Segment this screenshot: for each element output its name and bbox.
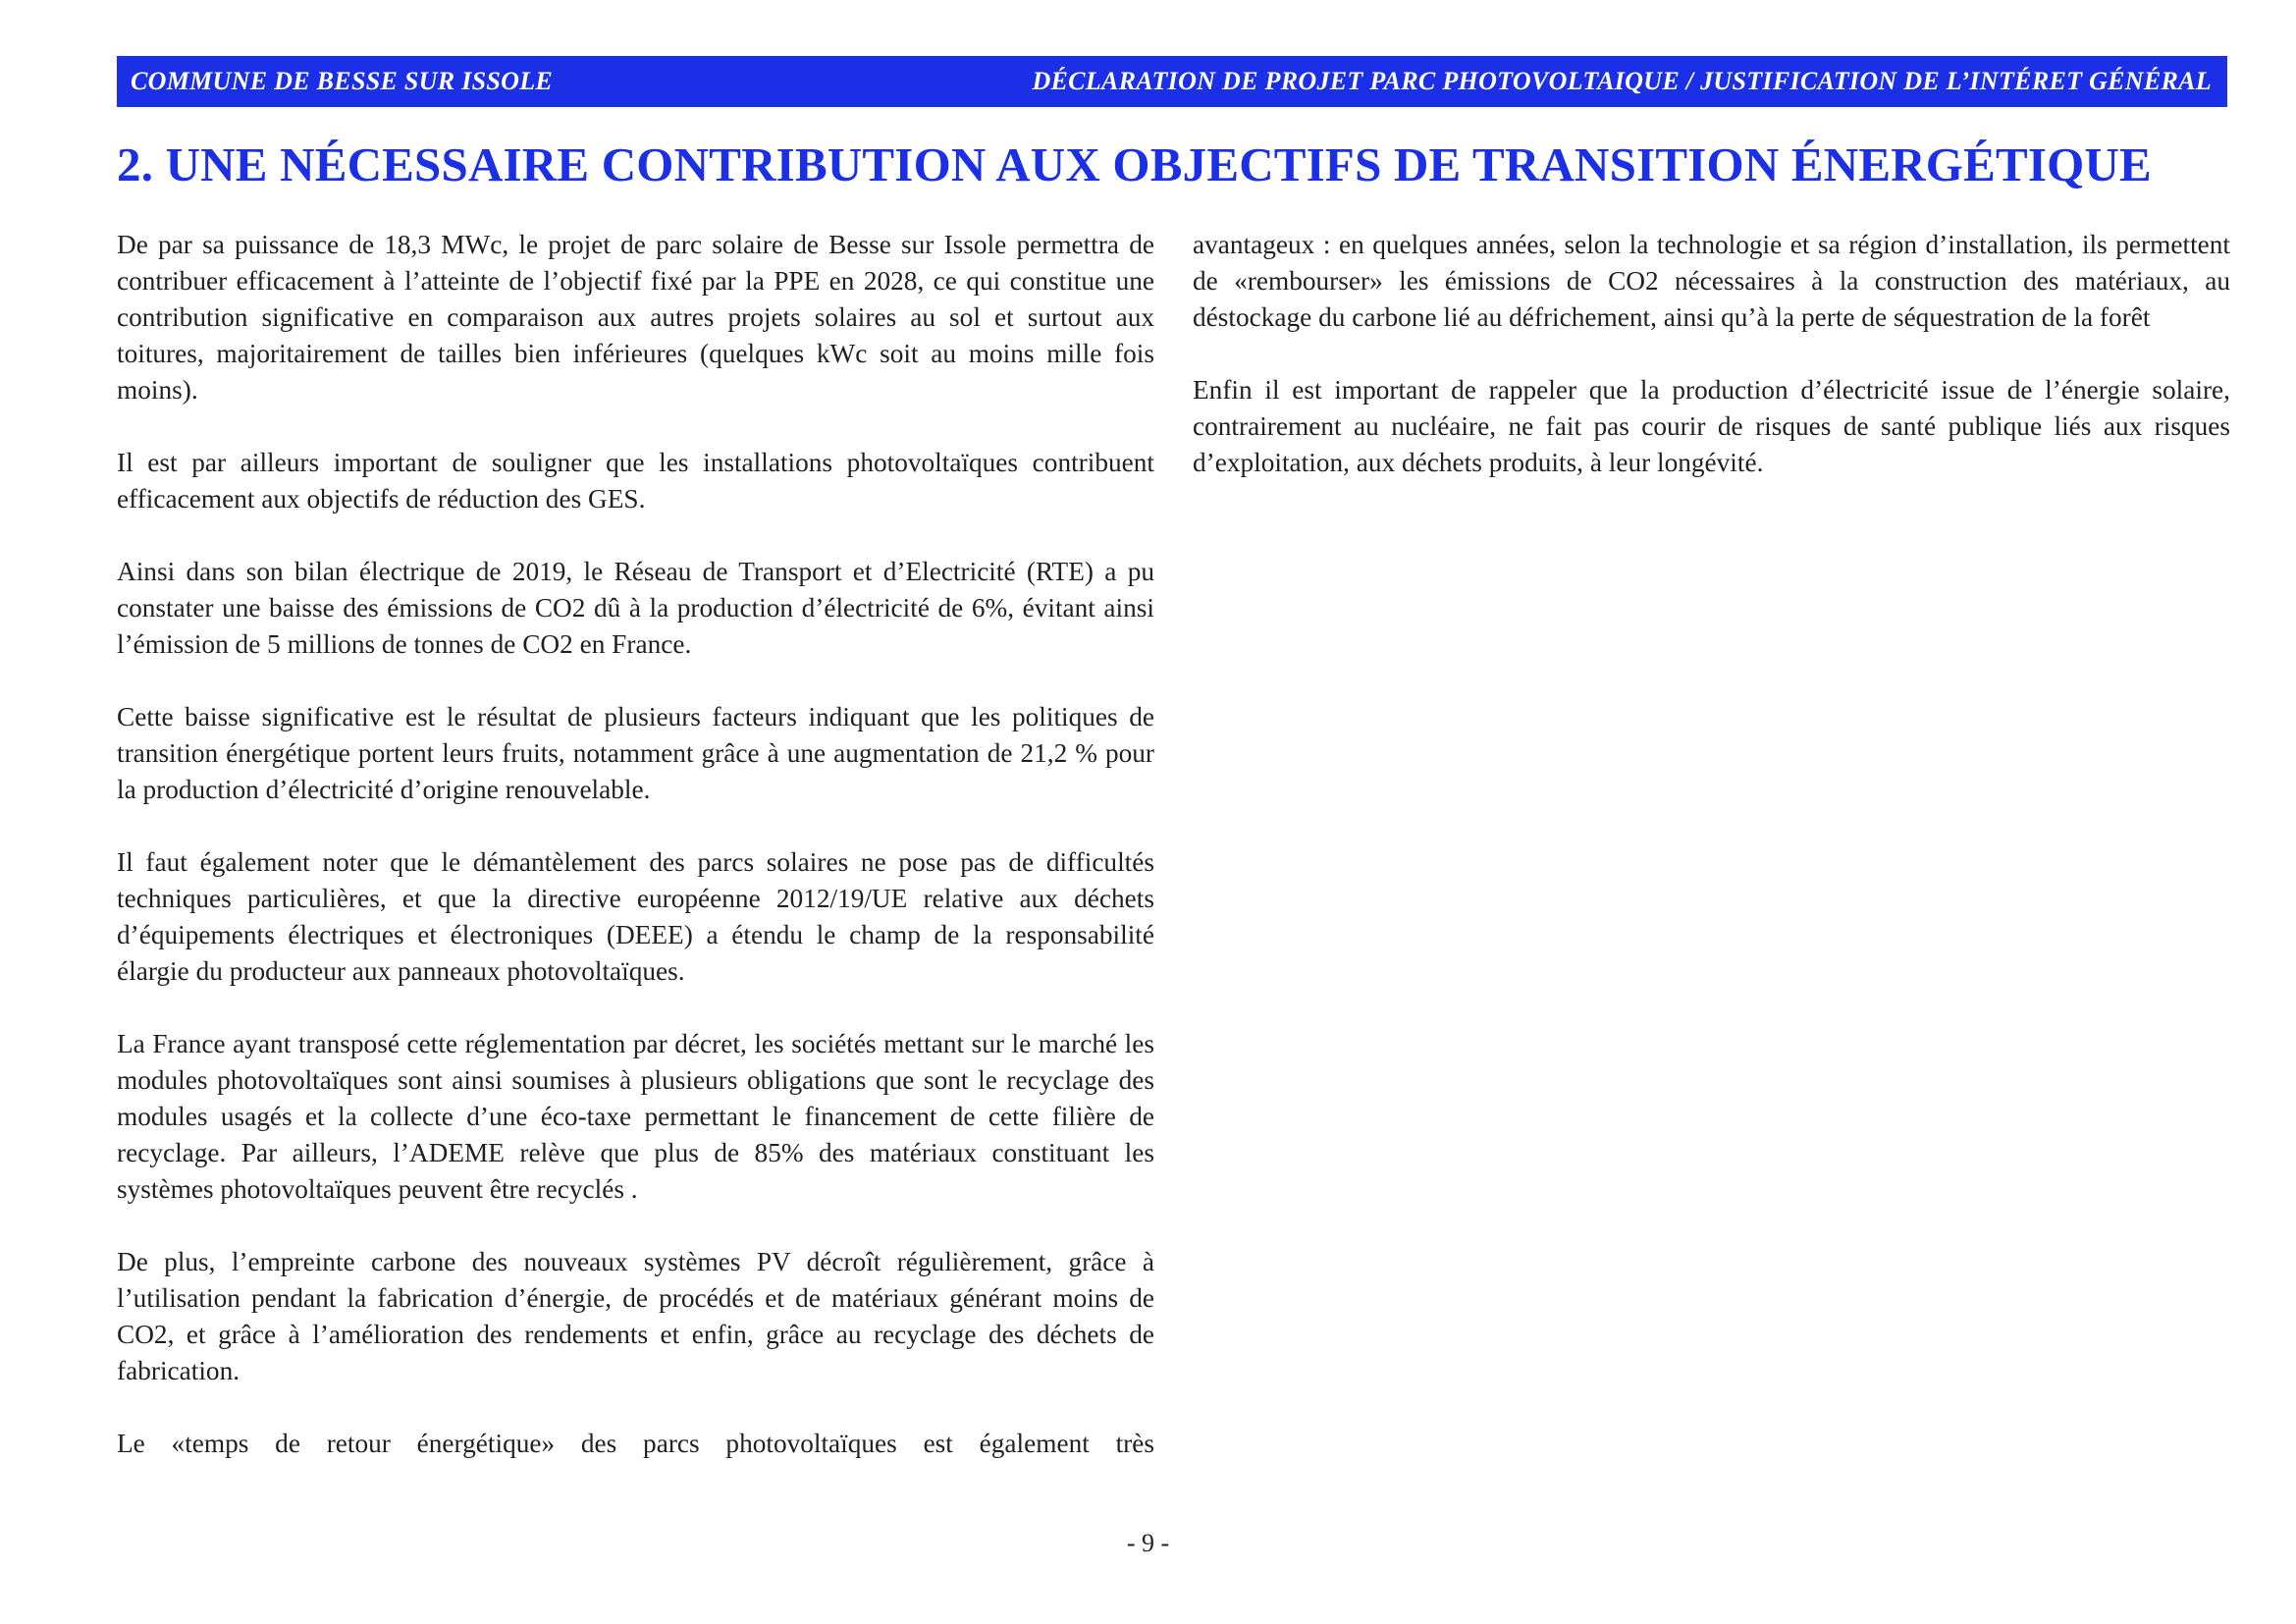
paragraph: Cette baisse significative est le résultat de plusieurs facteurs indiquant que les politiques de transition énergétique portent leurs fruits, notamment grâce à une augmentation de 21,2 % pour la production d’électricité d’origine renouvelable. [117,702,1154,804]
page-number: - 9 - [1126,1529,1170,1557]
paragraph: La France ayant transposé cette réglementation par décret, les sociétés mettant sur le marché les modules photovoltaïques sont ainsi soumises à plusieurs obligations que sont le recyclage des modules usagés et la collecte d’une éco-taxe permettant le financement de cette filière de recyclage. Par ailleurs, l’ADEME relève que plus de 85% des matériaux constituant les systèmes photovoltaïques peuvent être recyclés . [117,1029,1154,1204]
section-title: 2. UNE NÉCESSAIRE CONTRIBUTION AUX OBJECTIFS DE TRANSITION ÉNERGÉTIQUE [117,137,2152,191]
left-column [117,227,1154,1498]
paragraph: De par sa puissance de 18,3 MWc, le projet de parc solaire de Besse sur Issole permettra de contribuer efficacement à l’atteinte de l’objectif fixé par la PPE en 2028, ce qui constitue une contribution significative en comparaison aux autres projets solaires au sol et surtout aux toitures, majoritairement de tailles bien inférieures (quelques kWc soit au moins mille fois moins). [117,230,1154,405]
header-commune: COMMUNE DE BESSE SUR ISSOLE [131,67,554,95]
paragraph: Ainsi dans son bilan électrique de 2019, le Réseau de Transport et d’Electricité (RTE) a pu constater une baisse des émissions de CO2 dû à la production d’électricité de 6%, évitant ainsi l’émission de 5 millions de tonnes de CO2 en France. [117,557,1154,659]
paragraph: Il est par ailleurs important de souligner que les installations photovoltaïques contribuent efficacement aux objectifs de réduction des GES. [117,448,1154,514]
paragraph: Enfin il est important de rappeler que la production d’électricité issue de l’énergie solaire, contrairement au nucléaire, ne fait pas courir de risques de santé publique liés aux risques d’exploitation, aux déchets produits, à leur longévité. [1193,375,2230,477]
paragraph-continuation: avantageux : en quelques années, selon la technologie et sa région d’installation, ils permettent de «rembourser» les émissions de CO2 nécessaires à la construction des matériaux, au déstockage du carbone lié au défrichement, ainsi qu’à la perte de séquestration de la forêt [1193,230,2230,332]
paragraph: De plus, l’empreinte carbone des nouveaux systèmes PV décroît régulièrement, grâce à l’utilisation pendant la fabrication d’énergie, de procédés et de matériaux générant moins de CO2, et grâce à l’amélioration des rendements et enfin, grâce au recyclage des déchets de fabrication. [117,1247,1154,1385]
paragraph-continued: Le «temps de retour énergétique» des parcs photovoltaïques est également très [117,1429,1154,1458]
paragraph: Il faut également noter que le démantèlement des parcs solaires ne pose pas de difficultés techniques particulières, et que la directive européenne 2012/19/UE relative aux déchets d’équipements électriques et électroniques (DEEE) a étendu le champ de la responsabilité élargie du producteur aux panneaux photovoltaïques. [117,847,1154,986]
header-document-title: DÉCLARATION DE PROJET PARC PHOTOVOLTAIQUE / JUSTIFICATION DE L’INTÉRET GÉNÉRAL [1032,67,2212,95]
running-header [117,56,2227,107]
right-column [1193,227,2230,517]
